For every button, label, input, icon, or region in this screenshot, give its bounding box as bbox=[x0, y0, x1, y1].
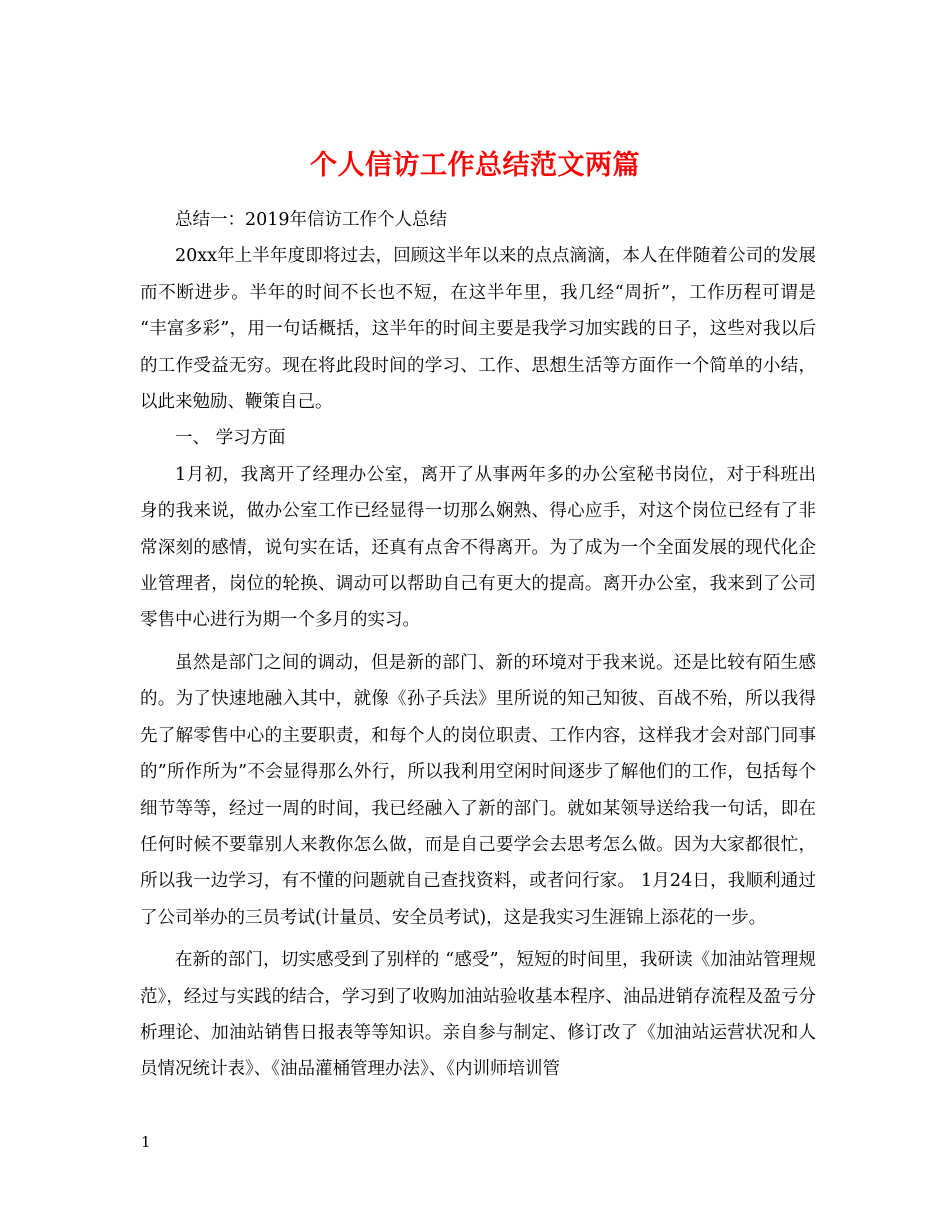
section-heading-summary-one: 总结一：2019年信访工作个人总结 bbox=[175, 210, 448, 230]
paragraph-study-1: 1月初，我离开了经理办公室，离开了从事两年多的办公室秘书岗位，对于科班出身的我来说，做办公室工作已经显得一切那么娴熟、得心应手，对这个岗位已经有了非常深刻的感情，说句实在话，还真有点舍不得离开。为了成为一个全面发展的现代化企业管理者，岗位的轮换、调动可以帮助自己有更大的提高。离开办公室，我来到了公司零售中心进行为期一个多月的实习。 bbox=[140, 464, 816, 631]
page-number: 1 bbox=[141, 1133, 151, 1151]
paragraph-study-2: 虽然是部门之间的调动，但是新的部门、新的环境对于我来说。还是比较有陌生感的。为了快速地融入其中，就像《孙子兵法》里所说的知己知彼、百战不殆，所以我得先了解零售中心的主要职责，和每个人的岗位职责、工作内容，这样我才会对部门同事的”所作所为”不会显得那么外行，所以我利用空闲时间逐步了解他们的工作，包括每个细节等等，经过一周的时间，我已经融入了新的部门。就如某领导送给我一句话，即在任何时候不要靠别人来教你怎么做，而是自己要学会去思考怎么做。因为大家都很忙，所以我一边学习，有不懂的问题就自己查找资料，或者问行家。 1月24日，我顺利通过了公司举办的三员考试(计量员、安全员考试)，这是我实习生涯锦上添花的一步。 bbox=[140, 652, 816, 928]
document-title: 个人信访工作总结范文两篇 bbox=[310, 150, 640, 182]
section-heading-study: 一、 学习方面 bbox=[175, 428, 286, 449]
paragraph-intro: 20xx年上半年度即将过去，回顾这半年以来的点点滴滴，本人在伴随着公司的发展而不断进步。半年的时间不长也不短，在这半年里，我几经“周折”，工作历程可谓是 “丰富多彩”，用一句话概括，这半年的时间主要是我学习加实践的日子，这些对我以后的工作受益无穷。现在将此段时间的学习、工作、思想生活等方面作一个简单的小结，以此来勉励、鞭策自己。 bbox=[140, 246, 816, 413]
paragraph-study-3: 在新的部门，切实感受到了别样的 “感受”，短短的时间里，我研读《加油站管理规范》，经过与实践的结合，学习到了收购加油站验收基本程序、油品进销存流程及盈亏分析理论、加油站销售日报表等等知识。亲自参与制定、修订改了《加油站运营状况和人员情况统计表》、《油品灌桶管理办法》、《内训师培训管 bbox=[140, 950, 816, 1080]
document-body bbox=[140, 202, 816, 1088]
